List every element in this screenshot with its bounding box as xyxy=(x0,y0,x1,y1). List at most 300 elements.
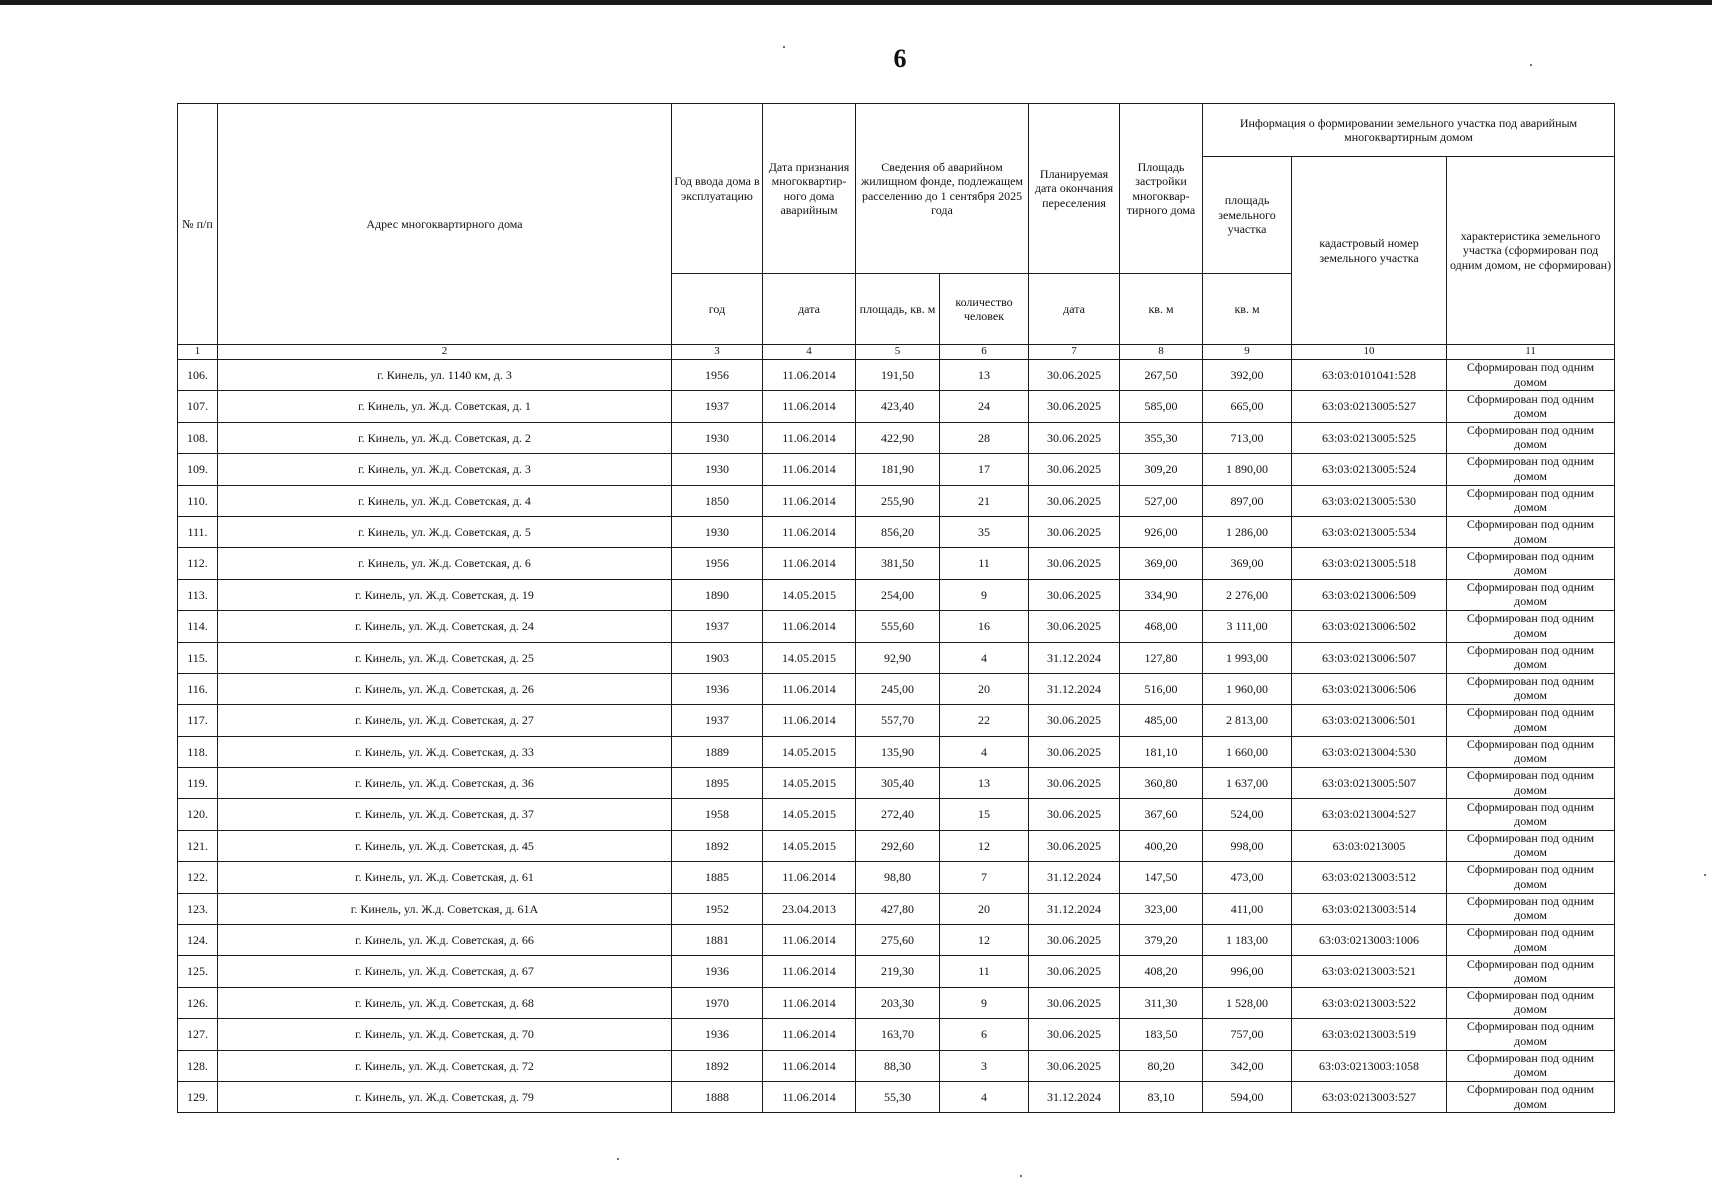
row-area: 92,90 xyxy=(856,642,940,673)
row-year: 1958 xyxy=(672,799,763,830)
header-land-info: Информация о формировании земельного участка под аварийным многоквартирным домом xyxy=(1203,104,1615,157)
row-index: 118. xyxy=(178,736,218,767)
row-address: г. Кинель, ул. Ж.д. Советская, д. 2 xyxy=(218,422,672,453)
row-land-area: 1 890,00 xyxy=(1203,454,1292,485)
row-cadastral: 63:03:0213006:509 xyxy=(1292,579,1447,610)
row-recognition-date: 11.06.2014 xyxy=(763,516,856,547)
row-year: 1888 xyxy=(672,1081,763,1112)
row-index: 117. xyxy=(178,705,218,736)
table-row xyxy=(178,799,1615,830)
row-address: г. Кинель, ул. Ж.д. Советская, д. 79 xyxy=(218,1081,672,1112)
row-footprint: 334,90 xyxy=(1120,579,1203,610)
row-land-area: 1 660,00 xyxy=(1203,736,1292,767)
page-number: 6 xyxy=(893,44,907,73)
row-year: 1903 xyxy=(672,642,763,673)
row-land-area: 1 960,00 xyxy=(1203,673,1292,704)
row-people: 3 xyxy=(940,1050,1029,1081)
row-area: 275,60 xyxy=(856,925,940,956)
row-area: 163,70 xyxy=(856,1019,940,1050)
row-planned-date: 30.06.2025 xyxy=(1029,454,1120,485)
col-number: 8 xyxy=(1120,345,1203,360)
row-address: г. Кинель, ул. Ж.д. Советская, д. 36 xyxy=(218,768,672,799)
row-planned-date: 30.06.2025 xyxy=(1029,830,1120,861)
row-area: 55,30 xyxy=(856,1081,940,1112)
row-recognition-date: 14.05.2015 xyxy=(763,736,856,767)
row-cadastral: 63:03:0213005:534 xyxy=(1292,516,1447,547)
row-footprint: 367,60 xyxy=(1120,799,1203,830)
row-land-area: 713,00 xyxy=(1203,422,1292,453)
row-index: 109. xyxy=(178,454,218,485)
row-area: 292,60 xyxy=(856,830,940,861)
row-cadastral: 63:03:0213005 xyxy=(1292,830,1447,861)
row-recognition-date: 11.06.2014 xyxy=(763,673,856,704)
row-index: 119. xyxy=(178,768,218,799)
row-area: 427,80 xyxy=(856,893,940,924)
row-land-char-text: Сформирован под одним домом xyxy=(1466,799,1595,829)
table-row xyxy=(178,862,1615,893)
row-land-char-text: Сформирован под одним домом xyxy=(1466,517,1595,546)
row-footprint: 267,50 xyxy=(1120,360,1203,391)
row-land-char xyxy=(1447,611,1615,642)
row-people: 4 xyxy=(940,736,1029,767)
row-recognition-date: 14.05.2015 xyxy=(763,830,856,861)
row-people: 28 xyxy=(940,422,1029,453)
row-land-char-text: Сформирован под одним домом xyxy=(1466,360,1595,389)
row-land-char xyxy=(1447,391,1615,422)
row-land-char xyxy=(1447,485,1615,516)
row-cadastral: 63:03:0213005:530 xyxy=(1292,485,1447,516)
row-land-char-text: Сформирован под одним домом xyxy=(1466,956,1595,985)
row-index: 120. xyxy=(178,799,218,830)
row-land-area: 665,00 xyxy=(1203,391,1292,422)
row-year: 1890 xyxy=(672,579,763,610)
row-year: 1952 xyxy=(672,893,763,924)
row-land-area: 1 528,00 xyxy=(1203,987,1292,1018)
row-address: г. Кинель, ул. Ж.д. Советская, д. 61 xyxy=(218,862,672,893)
scan-speck xyxy=(1530,64,1532,66)
row-year: 1885 xyxy=(672,862,763,893)
row-index: 113. xyxy=(178,579,218,610)
row-land-area: 342,00 xyxy=(1203,1050,1292,1081)
row-people: 6 xyxy=(940,1019,1029,1050)
row-land-area: 594,00 xyxy=(1203,1081,1292,1112)
row-land-char xyxy=(1447,516,1615,547)
row-year: 1889 xyxy=(672,736,763,767)
row-area: 305,40 xyxy=(856,768,940,799)
row-recognition-date: 11.06.2014 xyxy=(763,485,856,516)
header-cadastral: кадастровый номер земельного участка xyxy=(1292,157,1447,345)
row-land-char xyxy=(1447,830,1615,861)
row-land-char-text: Сформирован под одним домом xyxy=(1466,579,1595,609)
row-cadastral: 63:03:0213006:502 xyxy=(1292,611,1447,642)
row-address: г. Кинель, ул. Ж.д. Советская, д. 67 xyxy=(218,956,672,987)
row-planned-date: 30.06.2025 xyxy=(1029,360,1120,391)
row-footprint: 309,20 xyxy=(1120,454,1203,485)
row-cadastral: 63:03:0213003:522 xyxy=(1292,987,1447,1018)
table-row xyxy=(178,987,1615,1018)
row-people: 4 xyxy=(940,642,1029,673)
table-row xyxy=(178,956,1615,987)
row-area: 219,30 xyxy=(856,956,940,987)
row-land-char-text: Сформирован под одним домом xyxy=(1466,831,1595,860)
row-cadastral: 63:03:0101041:528 xyxy=(1292,360,1447,391)
row-planned-date: 31.12.2024 xyxy=(1029,642,1120,673)
row-planned-date: 31.12.2024 xyxy=(1029,893,1120,924)
row-area: 88,30 xyxy=(856,1050,940,1081)
row-footprint: 323,00 xyxy=(1120,893,1203,924)
row-address: г. Кинель, ул. 1140 км, д. 3 xyxy=(218,360,672,391)
row-footprint: 400,20 xyxy=(1120,830,1203,861)
row-area: 423,40 xyxy=(856,391,940,422)
row-recognition-date: 11.06.2014 xyxy=(763,360,856,391)
row-index: 110. xyxy=(178,485,218,516)
row-index: 112. xyxy=(178,548,218,579)
row-year: 1936 xyxy=(672,1019,763,1050)
row-address: г. Кинель, ул. Ж.д. Советская, д. 72 xyxy=(218,1050,672,1081)
row-index: 121. xyxy=(178,830,218,861)
row-land-char xyxy=(1447,422,1615,453)
row-footprint: 379,20 xyxy=(1120,925,1203,956)
row-land-area: 1 993,00 xyxy=(1203,642,1292,673)
row-people: 20 xyxy=(940,673,1029,704)
row-land-char-text: Сформирован под одним домом xyxy=(1466,1082,1595,1111)
row-recognition-date: 11.06.2014 xyxy=(763,391,856,422)
row-land-char-text: Сформирован под одним домом xyxy=(1466,485,1595,515)
unit-footprint: кв. м xyxy=(1120,274,1203,345)
table-row xyxy=(178,673,1615,704)
table-row xyxy=(178,642,1615,673)
row-cadastral: 63:03:0213005:524 xyxy=(1292,454,1447,485)
row-footprint: 183,50 xyxy=(1120,1019,1203,1050)
table-row xyxy=(178,360,1615,391)
header-year: Год ввода дома в эксплуатацию xyxy=(672,104,763,274)
row-planned-date: 30.06.2025 xyxy=(1029,611,1120,642)
col-number: 1 xyxy=(178,345,218,360)
row-address: г. Кинель, ул. Ж.д. Советская, д. 24 xyxy=(218,611,672,642)
row-people: 17 xyxy=(940,454,1029,485)
row-recognition-date: 11.06.2014 xyxy=(763,1019,856,1050)
row-year: 1930 xyxy=(672,422,763,453)
row-year: 1850 xyxy=(672,485,763,516)
row-land-area: 1 183,00 xyxy=(1203,925,1292,956)
row-land-char xyxy=(1447,987,1615,1018)
row-area: 272,40 xyxy=(856,799,940,830)
row-area: 135,90 xyxy=(856,736,940,767)
row-year: 1881 xyxy=(672,925,763,956)
row-address: г. Кинель, ул. Ж.д. Советская, д. 45 xyxy=(218,830,672,861)
row-land-char xyxy=(1447,1081,1615,1112)
row-land-char-text: Сформирован под одним домом xyxy=(1466,1050,1595,1080)
row-cadastral: 63:03:0213003:512 xyxy=(1292,862,1447,893)
row-land-char-text: Сформирован под одним домом xyxy=(1466,988,1595,1017)
row-land-char xyxy=(1447,736,1615,767)
row-recognition-date: 14.05.2015 xyxy=(763,579,856,610)
row-planned-date: 30.06.2025 xyxy=(1029,987,1120,1018)
row-land-char-text: Сформирован под одним домом xyxy=(1466,736,1595,766)
row-cadastral: 63:03:0213003:519 xyxy=(1292,1019,1447,1050)
row-cadastral: 63:03:0213003:521 xyxy=(1292,956,1447,987)
row-footprint: 369,00 xyxy=(1120,548,1203,579)
row-people: 20 xyxy=(940,893,1029,924)
row-recognition-date: 11.06.2014 xyxy=(763,422,856,453)
row-land-char-text: Сформирован под одним домом xyxy=(1466,611,1595,640)
row-land-char xyxy=(1447,768,1615,799)
row-area: 557,70 xyxy=(856,705,940,736)
row-area: 555,60 xyxy=(856,611,940,642)
emergency-housing-table xyxy=(177,103,1615,1113)
row-cadastral: 63:03:0213003:1058 xyxy=(1292,1050,1447,1081)
row-planned-date: 30.06.2025 xyxy=(1029,422,1120,453)
row-people: 35 xyxy=(940,516,1029,547)
row-planned-date: 31.12.2024 xyxy=(1029,673,1120,704)
row-land-area: 1 637,00 xyxy=(1203,768,1292,799)
table-row xyxy=(178,736,1615,767)
header-land-area: площадь земельного участка xyxy=(1203,157,1292,274)
row-address: г. Кинель, ул. Ж.д. Советская, д. 33 xyxy=(218,736,672,767)
header-fund: Сведения об аварийном жилищном фонде, подлежащем расселению до 1 сентября 2025 года xyxy=(856,104,1029,274)
row-address: г. Кинель, ул. Ж.д. Советская, д. 3 xyxy=(218,454,672,485)
table-row xyxy=(178,579,1615,610)
row-year: 1895 xyxy=(672,768,763,799)
row-footprint: 83,10 xyxy=(1120,1081,1203,1112)
row-index: 114. xyxy=(178,611,218,642)
row-land-area: 1 286,00 xyxy=(1203,516,1292,547)
row-land-char xyxy=(1447,579,1615,610)
col-number: 10 xyxy=(1292,345,1447,360)
row-address: г. Кинель, ул. Ж.д. Советская, д. 26 xyxy=(218,673,672,704)
table-row xyxy=(178,422,1615,453)
row-index: 125. xyxy=(178,956,218,987)
row-planned-date: 30.06.2025 xyxy=(1029,548,1120,579)
row-address: г. Кинель, ул. Ж.д. Советская, д. 70 xyxy=(218,1019,672,1050)
row-recognition-date: 14.05.2015 xyxy=(763,799,856,830)
row-land-char-text: Сформирован под одним домом xyxy=(1466,925,1595,954)
row-people: 13 xyxy=(940,768,1029,799)
row-index: 108. xyxy=(178,422,218,453)
row-recognition-date: 11.06.2014 xyxy=(763,956,856,987)
col-number: 9 xyxy=(1203,345,1292,360)
row-year: 1937 xyxy=(672,705,763,736)
table-row xyxy=(178,1081,1615,1112)
header-land-char: характеристика земельного участка (сформирован под одним домом, не сформирован) xyxy=(1447,157,1615,345)
row-cadastral: 63:03:0213005:518 xyxy=(1292,548,1447,579)
row-planned-date: 30.06.2025 xyxy=(1029,485,1120,516)
row-recognition-date: 11.06.2014 xyxy=(763,705,856,736)
row-planned-date: 30.06.2025 xyxy=(1029,1019,1120,1050)
table-row xyxy=(178,768,1615,799)
col-number: 6 xyxy=(940,345,1029,360)
table-body xyxy=(178,360,1615,1113)
col-number: 3 xyxy=(672,345,763,360)
row-land-char-text: Сформирован под одним домом xyxy=(1466,391,1595,420)
row-land-area: 996,00 xyxy=(1203,956,1292,987)
row-index: 107. xyxy=(178,391,218,422)
row-planned-date: 30.06.2025 xyxy=(1029,1050,1120,1081)
row-footprint: 926,00 xyxy=(1120,516,1203,547)
row-address: г. Кинель, ул. Ж.д. Советская, д. 61А xyxy=(218,893,672,924)
row-land-char xyxy=(1447,956,1615,987)
row-recognition-date: 11.06.2014 xyxy=(763,611,856,642)
row-index: 127. xyxy=(178,1019,218,1050)
row-footprint: 80,20 xyxy=(1120,1050,1203,1081)
col-number: 4 xyxy=(763,345,856,360)
col-number: 11 xyxy=(1447,345,1615,360)
row-land-area: 2 276,00 xyxy=(1203,579,1292,610)
row-footprint: 516,00 xyxy=(1120,673,1203,704)
table-row xyxy=(178,1019,1615,1050)
row-index: 124. xyxy=(178,925,218,956)
scan-speck xyxy=(1704,874,1706,876)
row-recognition-date: 14.05.2015 xyxy=(763,768,856,799)
row-planned-date: 30.06.2025 xyxy=(1029,705,1120,736)
table-row xyxy=(178,705,1615,736)
row-land-char-text: Сформирован под одним домом xyxy=(1466,642,1595,672)
row-index: 115. xyxy=(178,642,218,673)
header-recognition-date: Дата признания многоквартир-ного дома аварийным xyxy=(763,104,856,274)
row-people: 12 xyxy=(940,830,1029,861)
row-cadastral: 63:03:0213003:1006 xyxy=(1292,925,1447,956)
table-row xyxy=(178,893,1615,924)
row-planned-date: 30.06.2025 xyxy=(1029,579,1120,610)
row-year: 1892 xyxy=(672,1050,763,1081)
row-people: 21 xyxy=(940,485,1029,516)
row-cadastral: 63:03:0213005:527 xyxy=(1292,391,1447,422)
row-planned-date: 30.06.2025 xyxy=(1029,956,1120,987)
row-land-char-text: Сформирован под одним домом xyxy=(1466,705,1595,734)
row-address: г. Кинель, ул. Ж.д. Советская, д. 37 xyxy=(218,799,672,830)
row-area: 422,90 xyxy=(856,422,940,453)
row-recognition-date: 11.06.2014 xyxy=(763,987,856,1018)
row-recognition-date: 11.06.2014 xyxy=(763,454,856,485)
scan-speck xyxy=(1020,1175,1022,1177)
row-planned-date: 30.06.2025 xyxy=(1029,736,1120,767)
row-land-char-text: Сформирован под одним домом xyxy=(1466,862,1595,891)
row-land-char xyxy=(1447,1050,1615,1081)
row-recognition-date: 11.06.2014 xyxy=(763,925,856,956)
row-land-char xyxy=(1447,925,1615,956)
row-address: г. Кинель, ул. Ж.д. Советская, д. 25 xyxy=(218,642,672,673)
row-land-char xyxy=(1447,673,1615,704)
row-land-char-text: Сформирован под одним домом xyxy=(1466,422,1595,452)
row-land-char-text: Сформирован под одним домом xyxy=(1466,548,1595,577)
row-area: 254,00 xyxy=(856,579,940,610)
table-row xyxy=(178,391,1615,422)
row-people: 7 xyxy=(940,862,1029,893)
row-people: 15 xyxy=(940,799,1029,830)
row-footprint: 468,00 xyxy=(1120,611,1203,642)
row-area: 381,50 xyxy=(856,548,940,579)
row-land-char xyxy=(1447,548,1615,579)
row-address: г. Кинель, ул. Ж.д. Советская, д. 68 xyxy=(218,987,672,1018)
row-cadastral: 63:03:0213006:501 xyxy=(1292,705,1447,736)
row-index: 106. xyxy=(178,360,218,391)
row-cadastral: 63:03:0213005:507 xyxy=(1292,768,1447,799)
row-cadastral: 63:03:0213004:530 xyxy=(1292,736,1447,767)
row-land-char xyxy=(1447,862,1615,893)
row-footprint: 585,00 xyxy=(1120,391,1203,422)
table-row xyxy=(178,516,1615,547)
row-planned-date: 30.06.2025 xyxy=(1029,799,1120,830)
scan-speck xyxy=(617,1158,619,1160)
row-planned-date: 30.06.2025 xyxy=(1029,391,1120,422)
row-people: 22 xyxy=(940,705,1029,736)
col-number: 5 xyxy=(856,345,940,360)
row-area: 856,20 xyxy=(856,516,940,547)
row-planned-date: 31.12.2024 xyxy=(1029,862,1120,893)
row-land-area: 524,00 xyxy=(1203,799,1292,830)
row-year: 1970 xyxy=(672,987,763,1018)
row-index: 122. xyxy=(178,862,218,893)
row-land-char xyxy=(1447,1019,1615,1050)
row-year: 1930 xyxy=(672,454,763,485)
row-year: 1956 xyxy=(672,360,763,391)
row-cadastral: 63:03:0213006:507 xyxy=(1292,642,1447,673)
row-footprint: 181,10 xyxy=(1120,736,1203,767)
row-footprint: 147,50 xyxy=(1120,862,1203,893)
row-land-area: 757,00 xyxy=(1203,1019,1292,1050)
scan-speck xyxy=(783,46,785,48)
row-land-area: 3 111,00 xyxy=(1203,611,1292,642)
unit-people: количество человек xyxy=(940,274,1029,345)
row-people: 12 xyxy=(940,925,1029,956)
row-year: 1930 xyxy=(672,516,763,547)
row-land-char xyxy=(1447,360,1615,391)
row-footprint: 408,20 xyxy=(1120,956,1203,987)
row-land-char xyxy=(1447,705,1615,736)
row-recognition-date: 11.06.2014 xyxy=(763,1050,856,1081)
header-num: № п/п xyxy=(178,104,218,345)
row-footprint: 360,80 xyxy=(1120,768,1203,799)
row-index: 116. xyxy=(178,673,218,704)
row-index: 111. xyxy=(178,516,218,547)
row-land-char-text: Сформирован под одним домом xyxy=(1466,1019,1595,1048)
row-planned-date: 30.06.2025 xyxy=(1029,768,1120,799)
unit-land-area: кв. м xyxy=(1203,274,1292,345)
row-address: г. Кинель, ул. Ж.д. Советская, д. 19 xyxy=(218,579,672,610)
row-footprint: 355,30 xyxy=(1120,422,1203,453)
row-land-char-text: Сформирован под одним домом xyxy=(1466,454,1595,483)
row-people: 9 xyxy=(940,987,1029,1018)
row-address: г. Кинель, ул. Ж.д. Советская, д. 66 xyxy=(218,925,672,956)
row-area: 203,30 xyxy=(856,987,940,1018)
row-people: 9 xyxy=(940,579,1029,610)
table-row xyxy=(178,1050,1615,1081)
row-land-area: 473,00 xyxy=(1203,862,1292,893)
table-row xyxy=(178,611,1615,642)
row-land-area: 411,00 xyxy=(1203,893,1292,924)
row-index: 126. xyxy=(178,987,218,1018)
row-planned-date: 30.06.2025 xyxy=(1029,516,1120,547)
header-footprint: Площадь застройки многоквар-тирного дома xyxy=(1120,104,1203,274)
table-row xyxy=(178,548,1615,579)
row-footprint: 311,30 xyxy=(1120,987,1203,1018)
row-year: 1936 xyxy=(672,673,763,704)
row-address: г. Кинель, ул. Ж.д. Советская, д. 27 xyxy=(218,705,672,736)
row-cadastral: 63:03:0213003:514 xyxy=(1292,893,1447,924)
row-year: 1937 xyxy=(672,611,763,642)
row-area: 255,90 xyxy=(856,485,940,516)
table-row xyxy=(178,830,1615,861)
row-area: 181,90 xyxy=(856,454,940,485)
row-cadastral: 63:03:0213006:506 xyxy=(1292,673,1447,704)
row-land-char-text: Сформирован под одним домом xyxy=(1466,893,1595,923)
row-recognition-date: 11.06.2014 xyxy=(763,1081,856,1112)
row-index: 128. xyxy=(178,1050,218,1081)
unit-planned-date: дата xyxy=(1029,274,1120,345)
row-index: 129. xyxy=(178,1081,218,1112)
row-land-char xyxy=(1447,893,1615,924)
table-row xyxy=(178,454,1615,485)
